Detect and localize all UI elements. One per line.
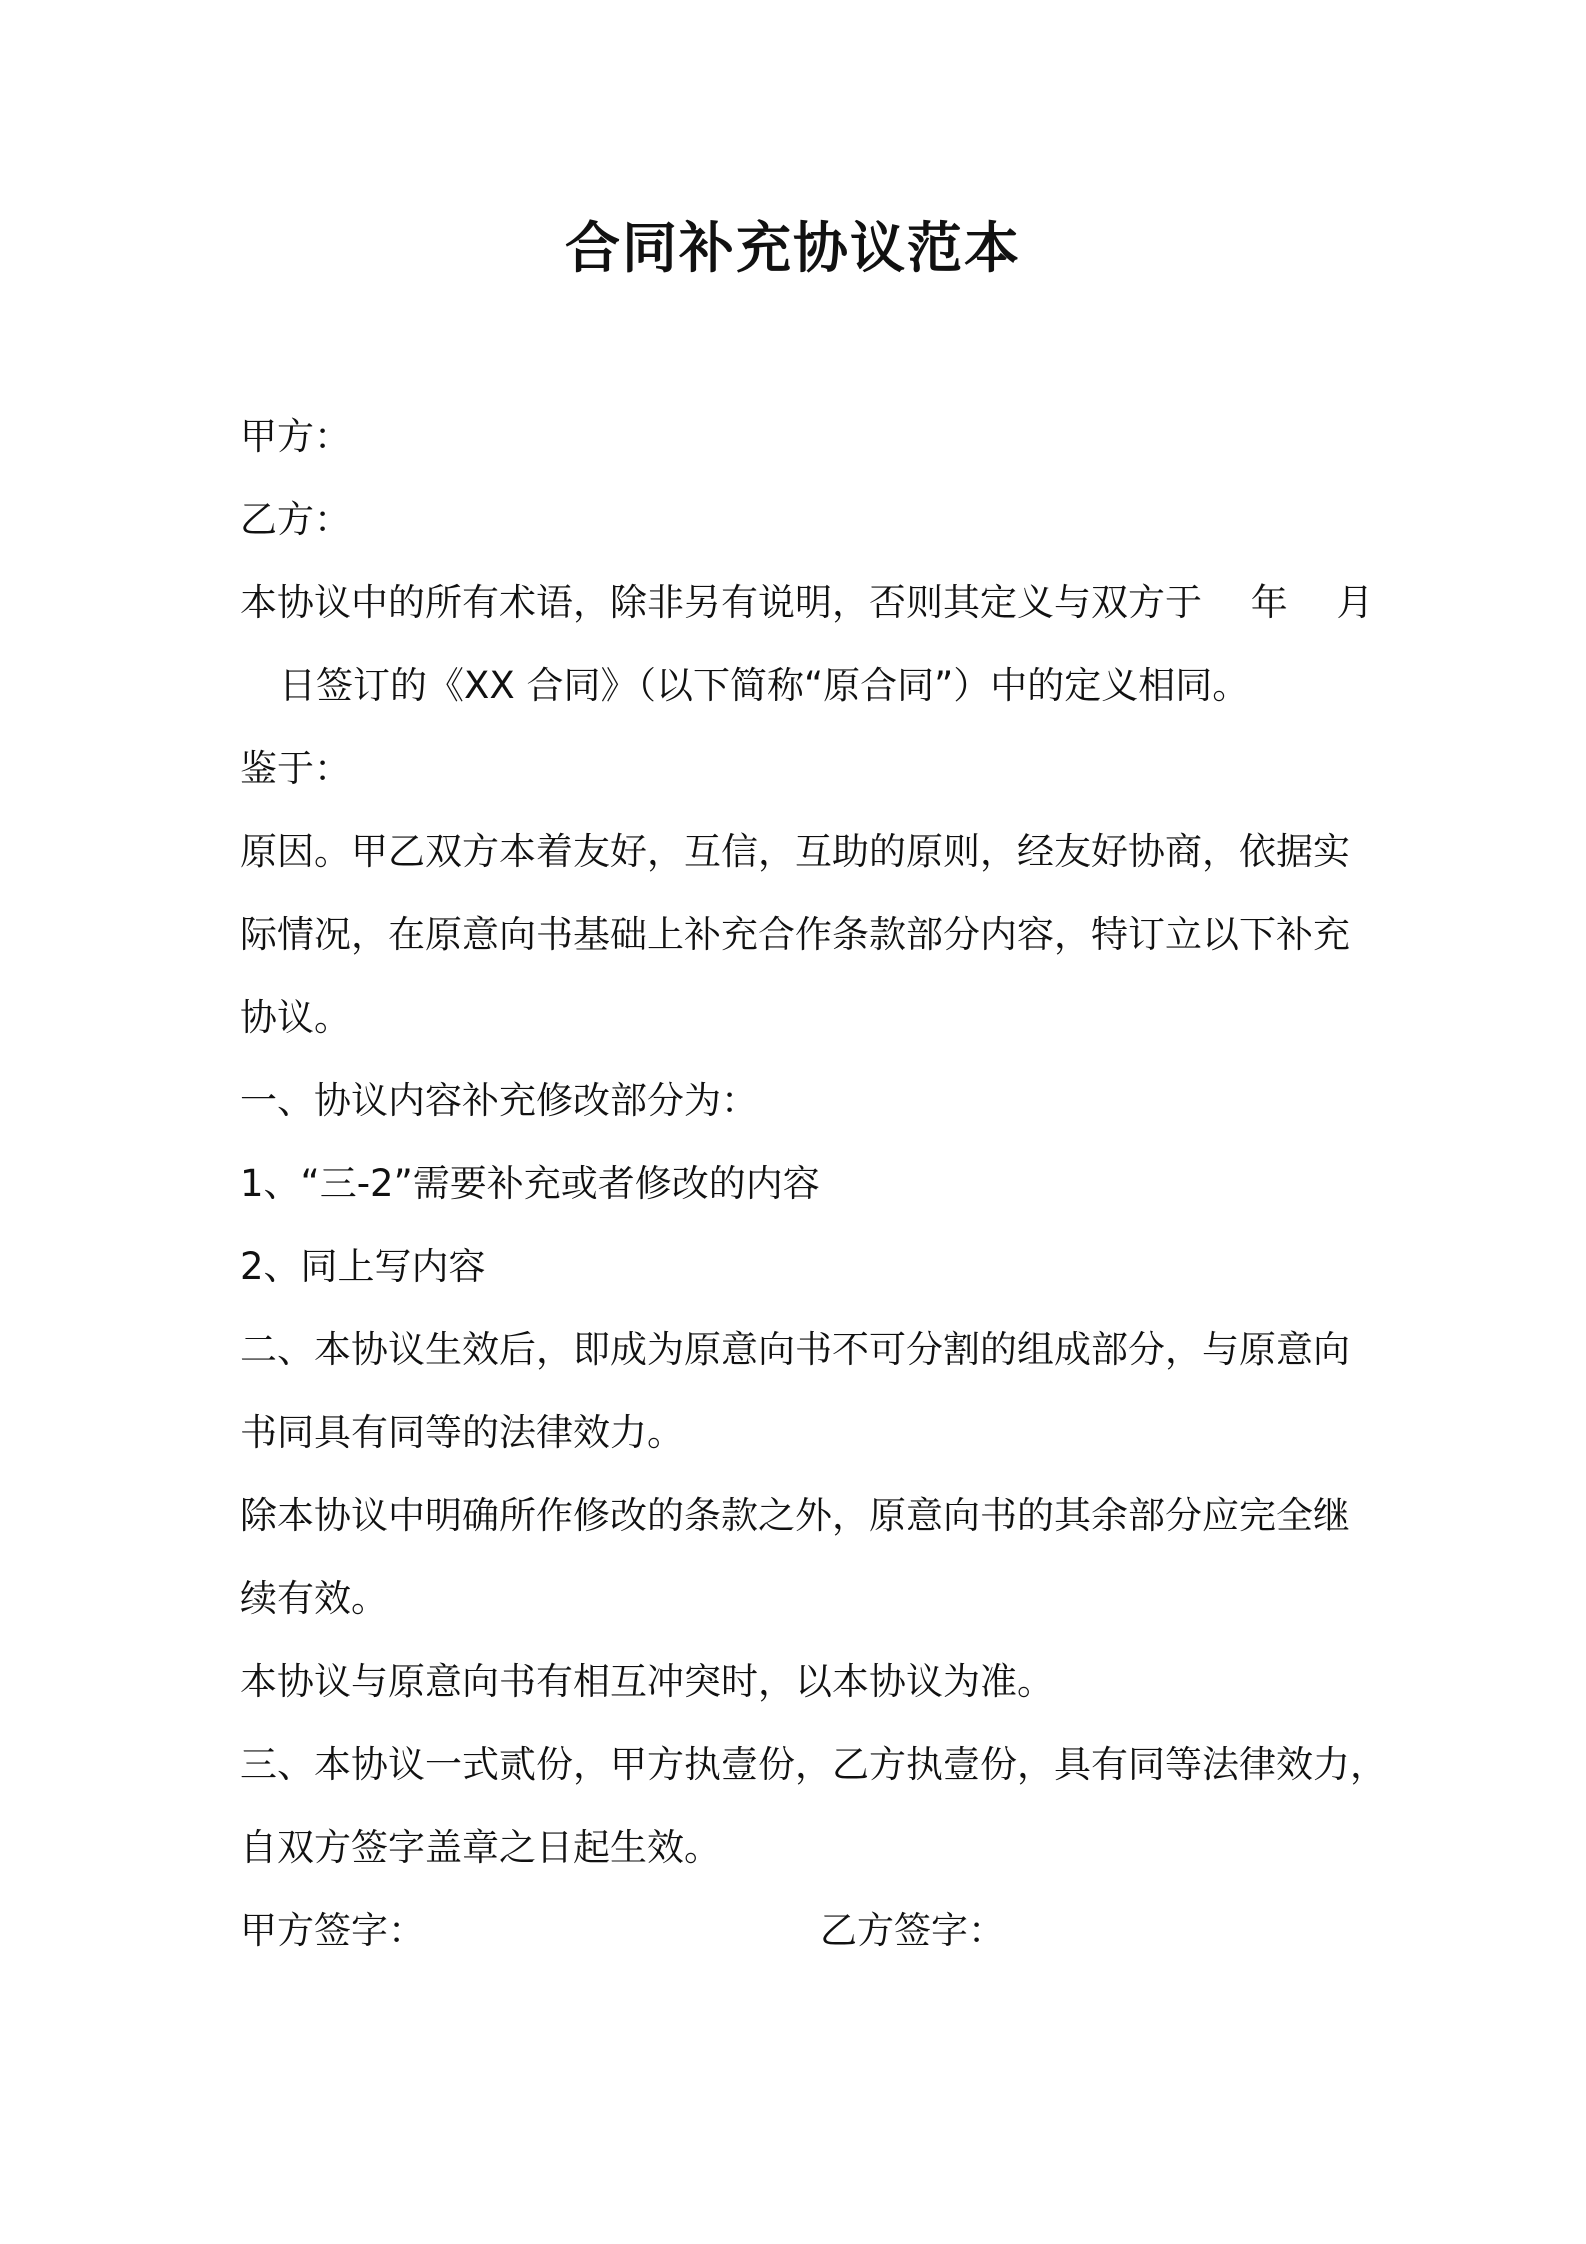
party-a-signature-label: 甲方签字： [240, 1909, 425, 1952]
section-2-line-2: 书同具有同等的法律效力。 [240, 1411, 684, 1454]
reason-paragraph-line-2: 际情况，在原意向书基础上补充合作条款部分内容，特订立以下补充 [240, 913, 1350, 956]
intro-paragraph-line-2: 日签订的《XX 合同》（以下简称“原合同”）中的定义相同。 [279, 664, 1250, 707]
except-clause-line-1: 除本协议中明确所作修改的条款之外，原意向书的其余部分应完全继 [240, 1494, 1350, 1537]
section-3-line-2: 自双方签字盖章之日起生效。 [240, 1826, 721, 1869]
page-title: 合同补充协议范本 [564, 216, 1021, 280]
whereas-label: 鉴于： [240, 747, 351, 790]
except-clause-line-2: 续有效。 [240, 1577, 388, 1620]
party-b-signature-label: 乙方签字： [820, 1909, 1005, 1952]
conflict-clause: 本协议与原意向书有相互冲突时，以本协议为准。 [240, 1660, 1054, 1703]
party-b-label: 乙方： [240, 498, 351, 541]
party-a-label: 甲方： [240, 415, 351, 458]
section-2-line-1: 二、本协议生效后，即成为原意向书不可分割的组成部分，与原意向 [240, 1328, 1350, 1371]
reason-paragraph-line-1: 原因。甲乙双方本着友好，互信，互助的原则，经友好协商，依据实 [240, 830, 1350, 873]
section-1-item-1: 1、“三-2”需要补充或者修改的内容 [240, 1162, 820, 1205]
reason-paragraph-line-3: 协议。 [240, 996, 351, 1039]
section-3-line-1: 三、本协议一式贰份，甲方执壹份，乙方执壹份，具有同等法律效力， [240, 1743, 1387, 1786]
section-1-item-2: 2、同上写内容 [240, 1245, 486, 1288]
intro-paragraph-line-1: 本协议中的所有术语，除非另有说明，否则其定义与双方于 年 月 [240, 581, 1374, 624]
section-1-heading: 一、协议内容补充修改部分为： [240, 1079, 758, 1122]
